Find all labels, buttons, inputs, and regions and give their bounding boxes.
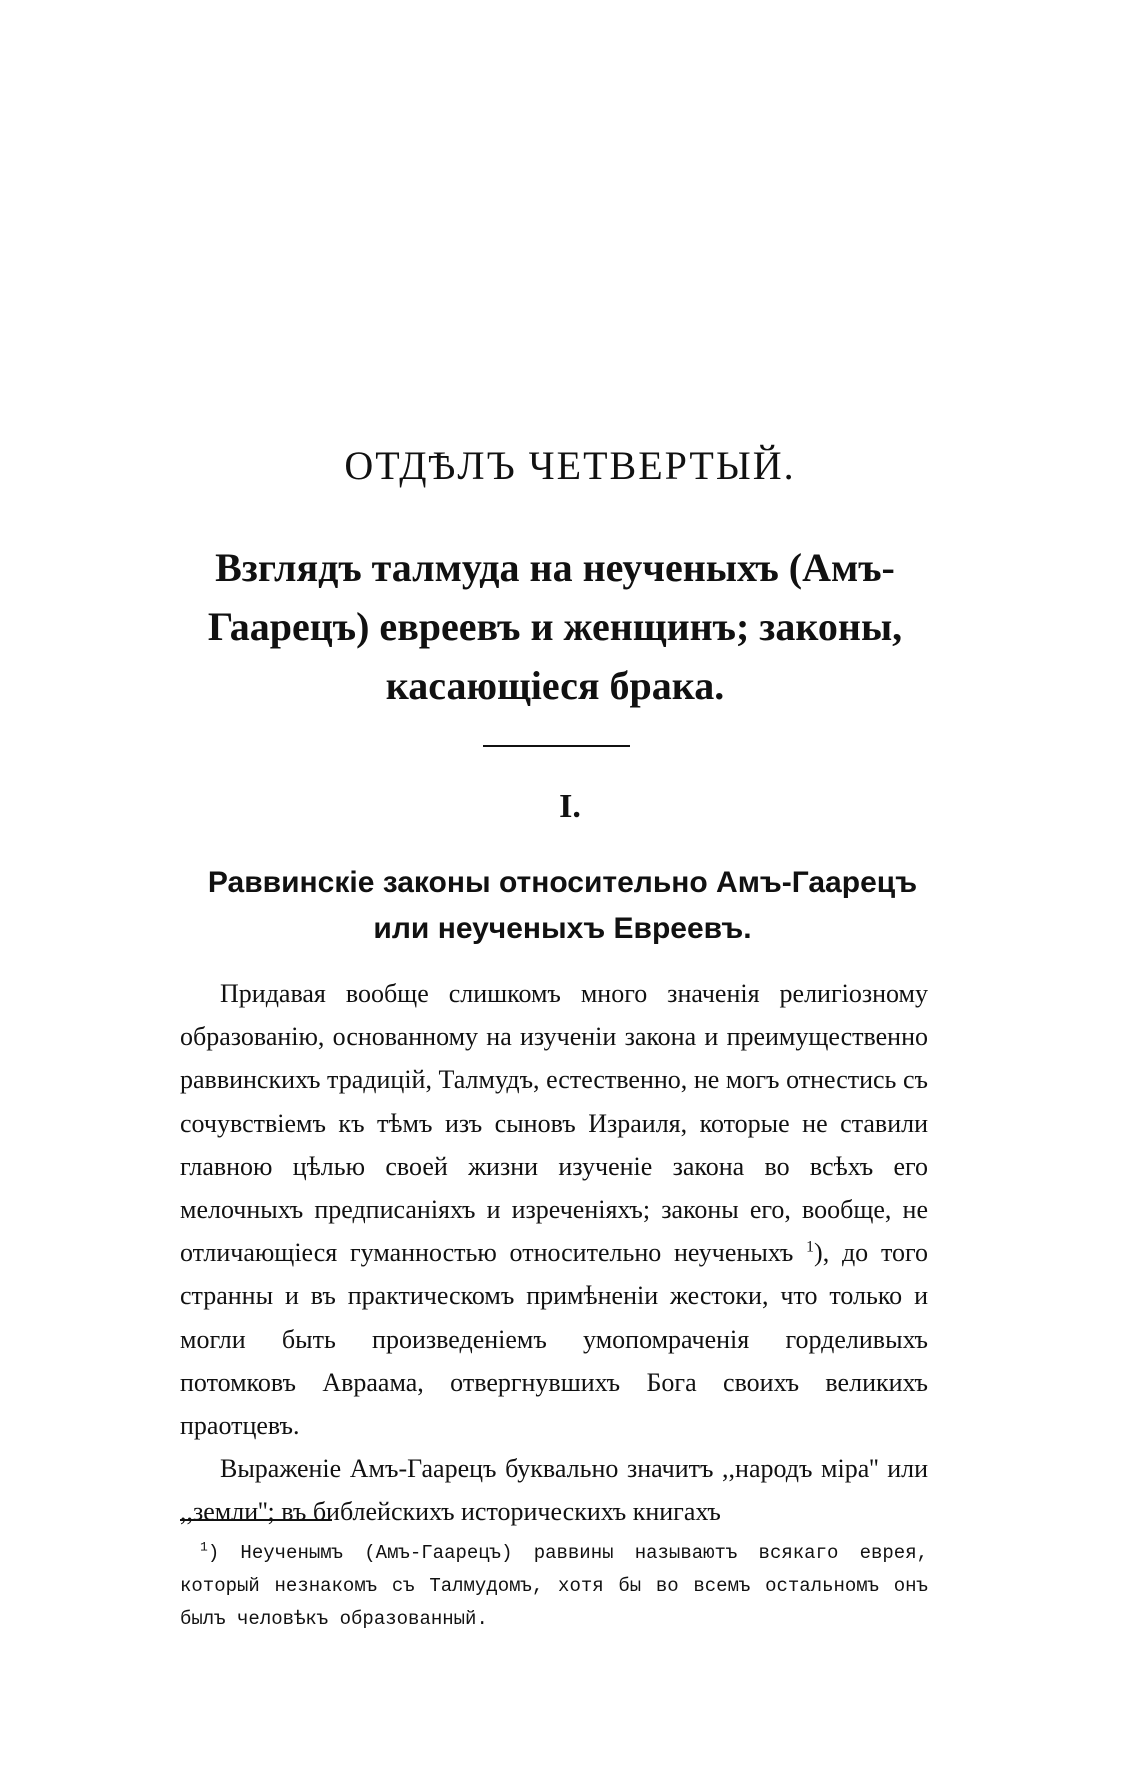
paragraph-2: Выраженіе Амъ-Гаарецъ буквально значитъ ,,народъ міра'' или ,,земли''; въ библейскихъ историческихъ книгахъ (180, 1454, 928, 1527)
part-title: ОТДѢЛЪ ЧЕТВЕРТЫЙ. (344, 443, 796, 488)
footnote (180, 1537, 928, 1636)
footnote-divider (180, 1519, 332, 1521)
section-number: I. (559, 788, 581, 825)
title-divider (483, 745, 630, 747)
footnote-marker: 1 (200, 1539, 208, 1555)
body-text (180, 972, 928, 1534)
paragraph-1 (180, 972, 928, 1447)
paragraph-1-continuation: ), до того странны и въ практическомъ примѣненіи жестоки, что только и могли быть произведеніемъ умопомраченія горделивыхъ потомковъ Авраама, отвергнувшихъ Бога своихъ великихъ праотцевъ. (180, 1238, 928, 1441)
footnote-text: ) Неученымъ (Амъ-Гаарецъ) раввины называютъ всякаго еврея, который незнакомъ съ Талмудомъ, хотя бы во всемъ остальномъ онъ былъ человѣкъ образованный. (180, 1542, 928, 1630)
part-subtitle: Взглядъ талмуда на неученыхъ (Амъ-Гаарецъ) евреевъ и женщинъ; законы, касающіеся брака. (207, 545, 903, 708)
section-title: Раввинскіе законы относительно Амъ-Гаарецъ или неученыхъ Евреевъ. (207, 866, 918, 945)
footnote-reference: 1 (806, 1238, 815, 1256)
paragraph-1-text: Придавая вообще слишкомъ много значенія религіозному образованію, основанному на изученіи закона и преимущественно раввинскихъ традицій, Талмудъ, естественно, не могъ отнестись съ сочувствіемъ къ тѣмъ изъ сыновъ Израиля, которые не ставили главною цѣлью своей жизни изученіе закона во всѣхъ его мелочныхъ предписаніяхъ и изреченіяхъ; законы его, вообще, не отличающіеся гуманностью относительно неученыхъ (180, 979, 928, 1268)
